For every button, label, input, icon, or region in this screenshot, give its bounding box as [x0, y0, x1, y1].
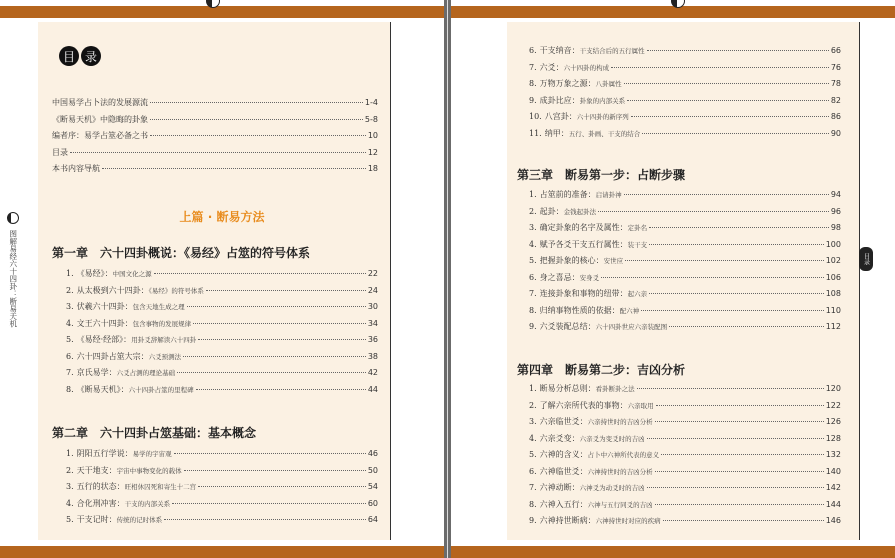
toc-entry[interactable]: [529, 95, 841, 106]
page-number: 54: [367, 482, 378, 491]
dot-leader: [196, 389, 366, 390]
page-number: 82: [830, 95, 841, 105]
entry-title: 成卦比应：: [539, 95, 580, 105]
page-number: 86: [830, 112, 841, 121]
entry-number: 4.: [529, 239, 537, 249]
entry-number: 7.: [66, 368, 74, 377]
toc-entry[interactable]: [529, 78, 841, 89]
dot-leader: [601, 277, 824, 278]
entry-subtitle: 六神与五行同爻的吉凶: [587, 500, 653, 509]
entry-subtitle: 宇宙中事物变化的载体: [116, 466, 182, 475]
toc-logo: [59, 46, 101, 66]
dot-leader: [198, 339, 366, 340]
entry-number: 6.: [529, 466, 537, 476]
toc-entry[interactable]: [66, 367, 378, 378]
toc-entry[interactable]: [66, 465, 378, 476]
page-number: 50: [367, 465, 378, 475]
entry-title: 《断易天机》中隐晦的卦象: [52, 114, 148, 124]
toc-entry[interactable]: [66, 481, 378, 492]
page-number: 44: [367, 384, 378, 394]
entry-subtitle: 传统的记时体系: [116, 516, 163, 524]
entry-title: 《易经》：: [76, 269, 113, 278]
entry-title: 中国易学占卜法的发展源流: [52, 98, 148, 107]
entry-number: 9.: [529, 516, 537, 525]
page-number: 66: [830, 46, 841, 55]
toc-entry[interactable]: [66, 448, 378, 459]
entry-number: 6.: [66, 351, 74, 361]
toc-entry[interactable]: [66, 334, 378, 345]
entry-title: 赋予各爻干支五行属性：: [539, 239, 628, 249]
dot-leader: [164, 519, 366, 520]
page-number: 30: [367, 302, 378, 311]
entry-subtitle: 用卦爻辞解读六十四卦: [131, 336, 197, 344]
page-number: 122: [825, 400, 841, 410]
page-number: 144: [825, 499, 841, 509]
logo-char: 录: [81, 46, 101, 66]
yin-yang-icon: [206, 0, 220, 8]
page-number: 98: [830, 223, 841, 232]
entry-number: 7.: [529, 483, 537, 492]
toc-entry[interactable]: [66, 351, 378, 362]
page-number: 94: [830, 190, 841, 199]
entry-title: 八宫卦：: [544, 112, 577, 121]
entry-title: 五行的状态：: [76, 482, 125, 491]
dot-leader: [184, 470, 366, 471]
entry-number: 2.: [66, 285, 74, 295]
dot-leader: [661, 454, 824, 455]
entry-title: 合化刑冲害：: [76, 498, 125, 508]
entry-title: 编者序：易学占筮必备之书: [52, 131, 148, 140]
dot-leader: [611, 67, 829, 68]
entry-number: 3.: [66, 302, 74, 311]
chapter-title: 第三章 断易第一步：占断步骤: [517, 168, 686, 182]
page-number: 112: [825, 322, 841, 331]
entry-title: 六神的含义：: [539, 450, 588, 459]
entry-number: 10.: [529, 112, 542, 121]
entry-number: 5.: [66, 515, 74, 524]
page-number: 126: [825, 417, 841, 426]
entry-subtitle: 六十四卦的构成: [563, 63, 610, 72]
entry-number: 2.: [529, 206, 537, 216]
entry-subtitle: 六神持世时的吉凶分析: [587, 467, 653, 476]
toc-entry[interactable]: [529, 239, 841, 250]
entry-subtitle: 干支的内部关系: [124, 499, 171, 508]
entry-number: 11.: [529, 128, 542, 138]
entry-subtitle: 占卜中六神所代表的意义: [587, 451, 660, 459]
entry-title: 六神临世爻：: [539, 466, 588, 476]
entry-title: 从太极到六十四卦：: [76, 285, 149, 295]
dot-leader: [637, 388, 824, 389]
yin-yang-icon: [671, 0, 685, 8]
page-number: 60: [367, 498, 378, 508]
entry-number: 8.: [529, 79, 537, 88]
page-number: 22: [367, 269, 378, 278]
dot-leader: [655, 504, 824, 505]
entry-subtitle: 金钱起卦法: [563, 207, 597, 216]
entry-number: 2.: [529, 400, 537, 410]
dot-leader: [187, 306, 366, 307]
page-border-line: [859, 22, 860, 540]
entry-number: 4.: [529, 433, 537, 443]
entry-subtitle: 看卦断卦之法: [595, 385, 635, 393]
entry-title: 身之喜忌：: [539, 272, 580, 282]
toc-entry[interactable]: [529, 416, 841, 427]
page-number: 142: [825, 483, 841, 492]
entry-number: 7.: [529, 62, 537, 72]
toc-entry[interactable]: [529, 62, 841, 73]
entry-number: 1.: [529, 190, 537, 199]
chapter-title: 第二章 六十四卦占筮基础：基本概念: [52, 426, 257, 440]
entry-number: 8.: [529, 305, 537, 315]
dot-leader: [624, 83, 829, 84]
spine-text: 图解易经六十四卦：断易天机: [8, 230, 18, 328]
toc-entry[interactable]: [529, 383, 841, 394]
page-number: 100: [825, 239, 841, 249]
toc-entry[interactable]: [529, 321, 841, 332]
entry-title: 万物万象之源：: [539, 79, 596, 88]
entry-number: 1.: [529, 384, 537, 393]
entry-title: 占筮前的准备：: [539, 190, 596, 199]
toc-entry[interactable]: [52, 163, 378, 174]
toc-entry[interactable]: [66, 268, 378, 279]
entry-number: 4.: [66, 498, 74, 508]
page-number: 64: [367, 515, 378, 524]
dot-leader: [655, 471, 824, 472]
dot-leader: [663, 520, 824, 521]
entry-title: 断易分析总则：: [539, 384, 596, 393]
entry-title: 伏羲六十四卦：: [76, 302, 133, 311]
dot-leader: [172, 503, 366, 504]
entry-subtitle: 安世应: [603, 257, 624, 265]
entry-subtitle: 干支结合后的五行属性: [579, 47, 645, 55]
toc-entry[interactable]: [52, 114, 378, 125]
page-border-line: [390, 22, 391, 540]
entry-subtitle: 六十四卦的新序列: [576, 113, 629, 121]
entry-title: 确定卦象的名字及属性：: [539, 223, 628, 232]
page-number: 102: [825, 256, 841, 265]
entry-subtitle: 装干支: [627, 240, 648, 249]
entry-subtitle: 启请卦神: [595, 191, 622, 199]
toc-entry[interactable]: [529, 45, 841, 56]
toc-entry[interactable]: [66, 285, 378, 296]
dot-leader: [193, 323, 366, 324]
entry-title: 六神入五行：: [539, 499, 588, 509]
page-number: 34: [367, 318, 378, 328]
page-number: 106: [825, 272, 841, 282]
toc-entry[interactable]: [529, 305, 841, 316]
bottom-bar-left: [0, 546, 444, 558]
entry-number: 1.: [66, 449, 74, 458]
toc-entry[interactable]: [529, 272, 841, 283]
entry-number: 6.: [529, 272, 537, 282]
entry-title: 《断易天机》：: [76, 384, 129, 394]
entry-title: 归纳事物性质的依据：: [539, 305, 620, 315]
page-number: 5-8: [364, 114, 378, 124]
entry-title: 目录: [52, 147, 68, 157]
page-number: 78: [830, 79, 841, 88]
dot-leader: [647, 50, 829, 51]
toc-entry[interactable]: [529, 515, 841, 526]
entry-number: 3.: [66, 482, 74, 491]
entry-number: 5.: [66, 335, 74, 344]
entry-subtitle: 六十四卦世应六亲装配图: [595, 323, 668, 331]
entry-subtitle: 包含事物的发展规律: [132, 319, 192, 328]
page-number: 110: [825, 305, 841, 315]
toc-entry[interactable]: [529, 400, 841, 411]
dot-leader: [150, 119, 363, 120]
dot-leader: [641, 310, 824, 311]
entry-subtitle: 中国文化之源: [112, 270, 152, 278]
toc-entry[interactable]: [529, 206, 841, 217]
page-number: 42: [367, 368, 378, 377]
toc-entry[interactable]: [529, 111, 841, 122]
entry-number: 9.: [529, 95, 537, 105]
entry-title: 了解六亲所代表的事物：: [539, 400, 628, 410]
entry-title: 六十四卦占筮大宗：: [76, 351, 149, 361]
entry-title: 京氏易学：: [76, 368, 117, 377]
toc-entry[interactable]: [52, 97, 378, 108]
entry-subtitle: 六十四卦占筮的里程碑: [128, 385, 194, 394]
entry-title: 六神动断：: [539, 483, 580, 492]
dot-leader: [656, 405, 824, 406]
page-number: 24: [367, 285, 378, 295]
dot-leader: [154, 273, 366, 274]
entry-number: 8.: [529, 499, 537, 509]
entry-subtitle: 旺相休囚死和寄生十二宫: [124, 483, 197, 491]
page-number: 18: [367, 164, 378, 173]
entry-number: 3.: [529, 223, 537, 232]
entry-title: 干支记时：: [76, 515, 117, 524]
toc-entry[interactable]: [529, 255, 841, 266]
entry-title: 把握卦象的核心：: [539, 256, 604, 265]
toc-entry[interactable]: [66, 301, 378, 312]
toc-entry[interactable]: [529, 222, 841, 233]
spine-label: [6, 212, 20, 328]
entry-title: 六亲爻变：: [539, 433, 580, 443]
entry-title: 《易经·经部》：: [76, 335, 132, 344]
toc-entry[interactable]: [66, 384, 378, 395]
dot-leader: [627, 100, 829, 101]
dot-leader: [669, 326, 824, 327]
chapter-title: 第一章 六十四卦概说：《易经》占筮的符号体系: [52, 246, 311, 260]
dot-leader: [649, 244, 824, 245]
entry-subtitle: 《易经》的符号体系: [148, 286, 204, 295]
entry-subtitle: 八卦属性: [595, 80, 622, 88]
dot-leader: [649, 227, 829, 228]
page-number: 120: [825, 384, 841, 393]
toc-entry[interactable]: [529, 449, 841, 460]
entry-subtitle: 六爻预测法: [148, 352, 182, 361]
entry-subtitle: 安身爻: [579, 273, 600, 282]
entry-title: 阴阳五行学说：: [76, 449, 133, 458]
entry-number: 1.: [66, 269, 74, 278]
toc-entry[interactable]: [529, 466, 841, 477]
dot-leader: [598, 211, 829, 212]
entry-subtitle: 易学的宇宙观: [132, 450, 172, 458]
page-number: 140: [825, 466, 841, 476]
entry-number: 6.: [529, 46, 537, 55]
entry-subtitle: 五行、卦画、干支的结合: [568, 129, 641, 138]
page-number: 38: [367, 351, 378, 361]
entry-title: 天干地支：: [76, 465, 117, 475]
dot-leader: [625, 260, 824, 261]
entry-subtitle: 六爻占测的理论基础: [116, 369, 176, 377]
dot-leader: [150, 102, 363, 103]
entry-number: 2.: [66, 465, 74, 475]
page-number: 128: [825, 433, 841, 443]
toc-entry[interactable]: [529, 433, 841, 444]
entry-title: 干支纳音：: [539, 46, 580, 55]
entry-subtitle: 定卦名: [627, 224, 648, 232]
entry-subtitle: 六亲取用: [627, 401, 654, 410]
dot-leader: [649, 293, 824, 294]
entry-number: 8.: [66, 384, 74, 394]
toc-entry[interactable]: [529, 499, 841, 510]
entry-title: 纳甲：: [544, 128, 569, 138]
entry-subtitle: 六神爻为动爻时的吉凶: [579, 484, 645, 492]
entry-title: 六爻装配总结：: [539, 322, 596, 331]
entry-title: 六神持世断病：: [539, 516, 596, 525]
entry-number: 4.: [66, 318, 74, 328]
page-number: 36: [367, 335, 378, 344]
toc-entry[interactable]: [529, 482, 841, 493]
page-number: 46: [367, 449, 378, 458]
dot-leader: [647, 487, 824, 488]
toc-entry[interactable]: [529, 128, 841, 139]
toc-entry[interactable]: [52, 147, 378, 158]
page-number: 10: [367, 131, 378, 140]
bottom-bar-right: [451, 546, 895, 558]
entry-subtitle: 六亲爻为变爻时的吉凶: [579, 434, 645, 443]
page-number: 76: [830, 62, 841, 72]
dot-leader: [102, 168, 366, 169]
page-number: 90: [830, 128, 841, 138]
dot-leader: [206, 290, 366, 291]
chapter-title: 第四章 断易第二步：吉凶分析: [517, 363, 686, 377]
entry-number: 3.: [529, 417, 537, 426]
page-number: 108: [825, 289, 841, 298]
entry-subtitle: 配六神: [619, 306, 640, 315]
dot-leader: [198, 486, 366, 487]
entry-title: 六爻：: [539, 62, 564, 72]
entry-number: 5.: [529, 450, 537, 459]
dot-leader: [174, 453, 366, 454]
dot-leader: [177, 372, 366, 373]
entry-number: 9.: [529, 322, 537, 331]
entry-title: 本书内容导航: [52, 164, 100, 173]
dot-leader: [647, 438, 824, 439]
top-bar-right: [451, 6, 895, 18]
toc-entry[interactable]: [529, 189, 841, 200]
entry-subtitle: 起六亲: [627, 290, 648, 298]
entry-title: 六亲临世爻：: [539, 417, 588, 426]
page-number: 96: [830, 206, 841, 216]
entry-title: 连接卦象和事物的纽带：: [539, 289, 628, 298]
logo-char: 目: [59, 46, 79, 66]
page-number: 1-4: [364, 98, 378, 107]
entry-subtitle: 六亲持世时的吉凶分析: [587, 418, 653, 426]
toc-entry[interactable]: [52, 130, 378, 141]
dot-leader: [631, 116, 829, 117]
dot-leader: [624, 194, 829, 195]
page-number: 12: [367, 147, 378, 157]
entry-title: 文王六十四卦：: [76, 318, 133, 328]
toc-entry[interactable]: [529, 288, 841, 299]
dot-leader: [150, 135, 366, 136]
entry-subtitle: 卦象的内部关系: [579, 96, 626, 105]
entry-number: 5.: [529, 256, 537, 265]
toc-side-tab: 目录: [859, 247, 873, 271]
dot-leader: [655, 421, 824, 422]
entry-title: 起卦：: [539, 206, 564, 216]
entry-subtitle: 包含天地生成之理: [132, 303, 185, 311]
section-heading: 上篇 · 断易方法: [179, 210, 265, 224]
entry-subtitle: 六神持世时对应的疾病: [595, 517, 661, 525]
dot-leader: [183, 356, 366, 357]
toc-entry[interactable]: [66, 498, 378, 509]
page-number: 146: [825, 516, 841, 525]
entry-number: 7.: [529, 289, 537, 298]
page-number: 132: [825, 450, 841, 459]
dot-leader: [70, 152, 366, 153]
top-bar-left: [0, 6, 444, 18]
dot-leader: [642, 133, 829, 134]
toc-entry[interactable]: [66, 318, 378, 329]
toc-entry[interactable]: [66, 514, 378, 525]
